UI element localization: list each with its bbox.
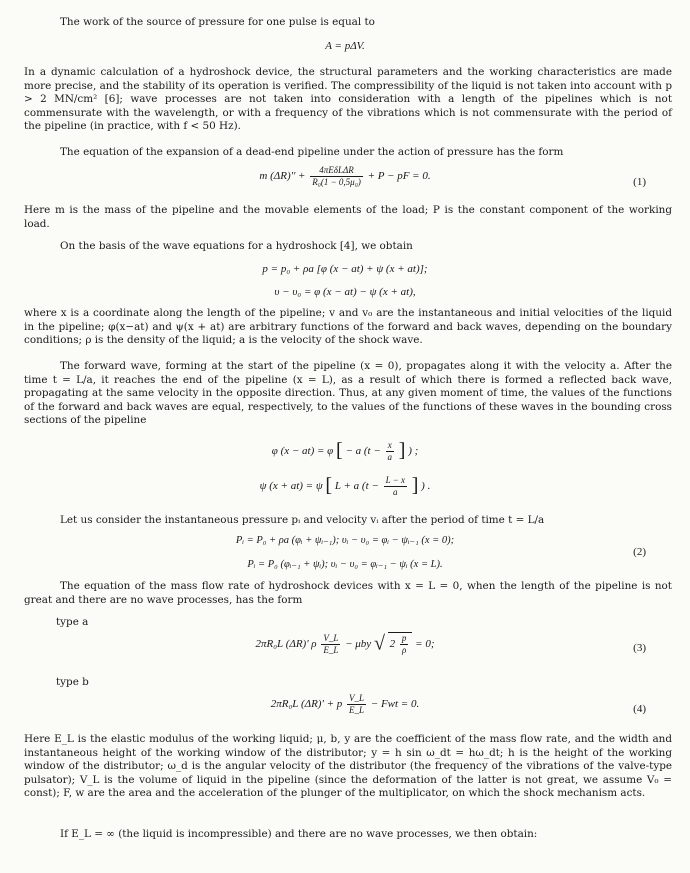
eq3-radicand xyxy=(388,632,413,656)
eq3-fraction xyxy=(321,633,340,656)
equation-2b: Pᵢ = P₀ (φᵢ₋₁ + ψᵢ); υᵢ − υ₀ = φᵢ₋₁ − ψᵢ (x = L). xyxy=(247,559,443,570)
paragraph-basis: On the basis of the wave equations for a hydroshock [4], we obtain xyxy=(60,240,413,252)
paragraph-elastic-modulus: Here E_L is the elastic modulus of the working liquid; μ, b, y are the coefficient of the mass flow rate, and the width and instantaneous height of the working window of the distributor; y = h sin ω_dt = hω_dt; h is the height of the working window of the distributor; ω_d is the angular velocity of the distributor (the frequency of the vibrations of the valve-type pulsator); V_L is the volume of liquid in the pipeline (since the deformation of the latter is not great, we assume V₀ = const); F, w are the area and the acceleration of the plunger of the multiplicator, on which the shock mechanism acts. xyxy=(24,733,672,800)
eq-phi-bracket-close: ] xyxy=(398,439,406,462)
eq-phi-fraction xyxy=(386,440,395,463)
label-type-a: type a xyxy=(56,616,89,628)
equation-2a: Pᵢ = P₀ + ρa (φᵢ + ψᵢ₋₁); υᵢ − υ₀ = φᵢ − ψᵢ₋₁ (x = 0); xyxy=(235,535,455,546)
equation-wave-pressure: p = p₀ + ρa [φ (x − at) + ψ (x + at)]; xyxy=(262,263,428,275)
eq3-mid: − μby xyxy=(345,638,372,651)
eq-psi-fraction xyxy=(384,475,407,498)
equation-psi xyxy=(0,475,690,498)
paragraph-expansion: The equation of the expansion of a dead-end pipeline under the action of pressure has the form xyxy=(60,146,564,158)
paragraph-coordinate: where x is a coordinate along the length of the pipeline; v and v₀ are the instantaneous and initial velocities of the liquid in the pipeline; φ(x−at) and ψ(x + at) are arbitrary functions of the forward and back waves, depending on the boundary conditions; ρ is the density of the liquid; a is the velocity of the shock wave. xyxy=(24,307,672,347)
equation-4-number: (4) xyxy=(633,703,646,715)
equation-2-number: (2) xyxy=(633,546,646,558)
eq-phi-close: ) ; xyxy=(408,445,419,458)
paragraph-incompressible: If E_L = ∞ (the liquid is incompressible) and there are no wave processes, we then obtain: xyxy=(60,828,538,840)
eq-phi-numerator: x xyxy=(386,440,395,452)
eq-phi-left: φ (x − at) = φ xyxy=(271,445,334,458)
equation-wave-velocity: υ − υ₀ = φ (x − at) − ψ (x + at), xyxy=(274,286,416,298)
paragraph-mass-flow: The equation of the mass flow rate of hydroshock devices with x = L = 0, when the length of the pipeline is not great and there are no wave processes, has the form xyxy=(24,580,672,606)
eq1-fraction xyxy=(310,165,363,188)
eq-psi-numerator: L − x xyxy=(385,475,405,485)
eq1-denominator: R₀(1 − 0,5μ₀) xyxy=(312,177,361,187)
equation-work: A = pΔV. xyxy=(325,40,365,52)
eq-psi-bracket-open: [ xyxy=(325,474,333,497)
equation-3-number: (3) xyxy=(633,642,646,654)
eq3-radicand-denominator: ρ xyxy=(402,645,407,655)
eq4-numerator: V_L xyxy=(349,693,365,703)
label-type-b: type b xyxy=(56,676,89,688)
eq-psi-denominator: a xyxy=(393,487,398,497)
paragraph-dynamic: In a dynamic calculation of a hydroshock device, the structural parameters and the working characteristics are made more precise, and the stability of its operation is verified. The compressibility of the liquid is not taken into account with p > 2 MN/cm² [6]; wave processes are not taken into consideration with a length of the pipelines which is not commensurate with the wavelength, or with a frequency of the vibrations which is not commensurate with the period of the pipeline (in practice, with f < 50 Hz). xyxy=(24,66,672,133)
eq-phi-bracket-open: [ xyxy=(336,439,343,462)
paragraph-consider: Let us consider the instantaneous pressure pᵢ and velocity vᵢ after the period of time t = L/a xyxy=(60,514,545,526)
paragraph-mass: Here m is the mass of the pipeline and the movable elements of the load; P is the constant component of the working load. xyxy=(24,204,672,230)
paragraph-work: The work of the source of pressure for one pulse is equal to xyxy=(60,16,375,28)
eq4-right: − Fwt = 0. xyxy=(370,698,420,711)
eq-psi-inner: L + a (t − xyxy=(334,480,379,493)
equation-1-number: (1) xyxy=(633,176,646,188)
eq4-denominator: E_L xyxy=(349,705,365,715)
equation-1 xyxy=(0,165,690,188)
eq-psi-bracket-close: ] xyxy=(411,474,419,497)
eq1-right: + P − pF = 0. xyxy=(367,170,431,183)
eq-psi-close: ) . xyxy=(421,480,431,493)
equation-phi xyxy=(0,440,690,463)
paragraph-forward-wave: The forward wave, forming at the start of the pipeline (x = 0), propagates along it with the velocity a. After the time t = L/a, it reaches the end of the pipeline (x = L), as a result of which there is formed a reflected back wave, propagating at the same velocity in the opposite direction. Thus, at any given moment of time, the values of the functions of the forward and back waves are equal, respectively, to the values of the functions of these waves in the bounding cross sections of the pipeline xyxy=(24,360,672,427)
eq4-fraction xyxy=(347,693,366,716)
eq-phi-denominator: a xyxy=(387,452,393,462)
eq3-right: = 0; xyxy=(415,638,435,651)
equation-4 xyxy=(0,693,690,716)
eq3-left: 2πR₀L (ΔR)' ρ xyxy=(255,638,317,651)
eq-phi-inner: − a (t − xyxy=(345,445,381,458)
eq3-radicand-numerator: p xyxy=(401,633,407,643)
eq-psi-left: ψ (x + at) = ψ xyxy=(259,480,323,493)
eq1-left: m (ΔR)'' + xyxy=(259,170,306,183)
eq3-radicand-coef: 2 xyxy=(389,638,396,651)
equation-3 xyxy=(0,632,690,656)
eq1-numerator: 4πEδLΔR xyxy=(310,165,363,177)
eq3-radical-sign: √ xyxy=(373,632,385,655)
eq3-numerator: V_L xyxy=(323,633,339,643)
eq3-radicand-fraction xyxy=(400,633,409,656)
eq4-left: 2πR₀L (ΔR)' + p xyxy=(270,698,343,711)
eq3-denominator: E_L xyxy=(323,645,339,655)
